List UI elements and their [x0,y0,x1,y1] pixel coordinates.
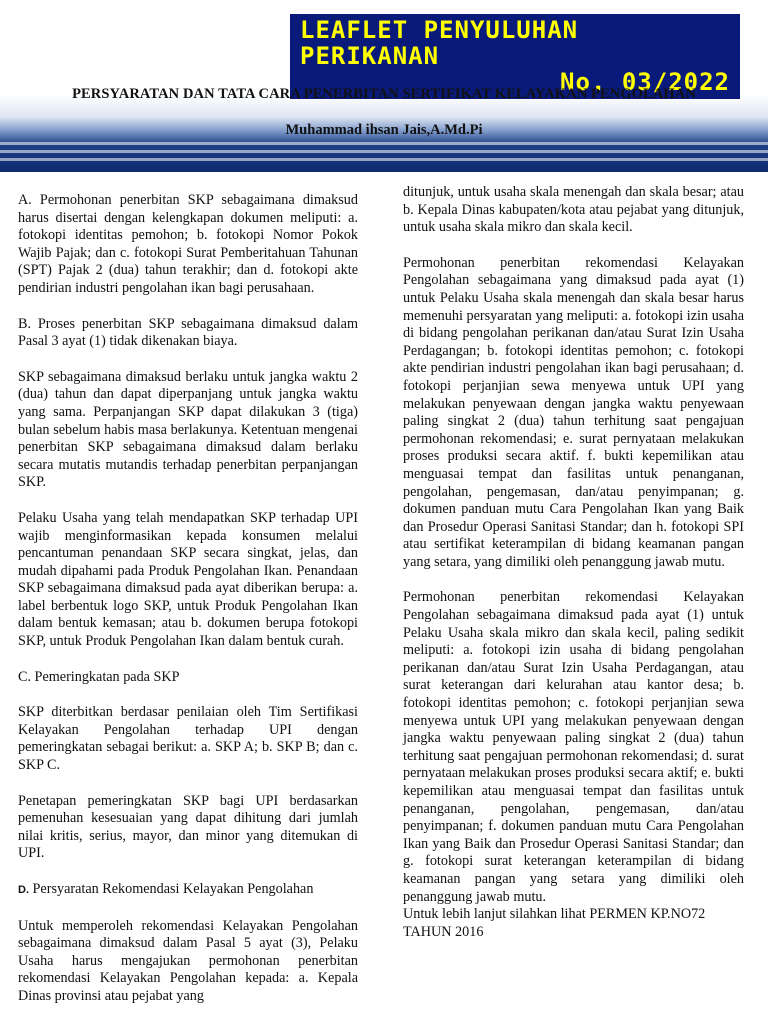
paragraph: B. Proses penerbitan SKP sebagaimana dimaksud dalam Pasal 3 ayat (1) tidak dikenakan biaya. [18,315,358,350]
document-title: PERSYARATAN DAN TATA CARA PENERBITAN SERTIFIKAT KELAYAKAN PENGOLAHAN [72,86,696,102]
section-heading: C. Pemeringkatan pada SKP [18,668,180,685]
paragraph: Permohonan penerbitan rekomendasi Kelayakan Pengolahan sebagaimana yang dimaksud pada ayat (1) untuk Pelaku Usaha skala menengah dan skala besar harus memenuhi persyaratan yang meliputi: a. fotokopi izin usaha di bidang pengolahan perikanan dan/atau Surat Izin Usaha Perdagangan; b. fotokopi identitas pemohon; c. fotokopi akte pendirian industri pengolahan ikan bagi perusahaan; d. fotokopi perjanjian sewa menyewa untuk UPI yang melakukan penyewaan dengan jangka waktu penyewaan paling singkat 2 (dua) tahun terhitung saat pengajuan permohonan rekomendasi; e. surat pernyataan melakukan proses produksi secara aktif. f. bukti kepemilikan atau menguasai tempat dan fasilitas untuk penanganan, pengolahan, pengemasan, dan/atau penyimpanan; g. dokumen panduan mutu Cara Pengolahan Ikan yang Baik dan Prosedur Operasi Sanitasi Standar; dan h. fotokopi SPI atau sertifikat keterampilan di bidang keamanan pangan yang setara, yang dimiliki oleh penanggung jawab mutu. [403,254,744,570]
right-column [403,184,744,941]
left-column [18,192,358,1024]
paragraph: ditunjuk, untuk usaha skala menengah dan skala besar; atau b. Kepala Dinas kabupaten/kota atau pejabat yang ditunjuk, untuk usaha skala mikro dan skala kecil. [403,184,744,236]
section-marker: D. [18,884,29,896]
paragraph: Untuk memperoleh rekomendasi Kelayakan Pengolahan sebagaimana dimaksud dalam Pasal 5 ayat (3), Pelaku Usaha harus mengajukan permohonan penerbitan rekomendasi Kelayakan Pengolahan kepada: a. Kepala Dinas provinsi atau pejabat yang [18,917,358,1004]
leaflet-number: No. 03/2022 [560,68,730,96]
banner-stripe [0,150,768,153]
banner-stripe [0,142,768,145]
document-author: Muhammad ihsan Jais,A.Md.Pi [285,122,483,138]
paragraph: Permohonan penerbitan rekomendasi Kelayakan Pengolahan sebagaimana dimaksud pada ayat (1) untuk Pelaku Usaha skala mikro dan skala kecil, paling sedikit meliputi: a. fotokopi izin usaha di bidang pengolahan perikanan dan/atau Surat Izin Usaha Perdagangan, atau surat keterangan dari kelurahan atau kantor desa; b. fotokopi identitas pemohon; c. fotokopi perjanjian sewa menyewa untuk UPI yang melakukan penyewaan dengan jangka waktu penyewaan paling singkat 2 (dua) tahun terhitung saat pengajuan permohonan rekomendasi; d. surat pernyataan melakukan proses produksi secara aktif; e. bukti kepemilikan atau menguasai tempat dan fasilitas untuk penanganan, pengolahan, pengemasan, dan/atau penyimpanan; f. dokumen panduan mutu Cara Pengolahan Ikan yang Baik dan Prosedur Operasi Sanitasi Standar; dan g. fotokopi surat keterangan keterampilan di bidang keamanan pangan yang setara yang dimiliki oleh penanggung jawab mutu. [403,589,744,905]
section-heading-d [18,881,358,900]
paragraph: Pelaku Usaha yang telah mendapatkan SKP terhadap UPI wajib menginformasikan kepada konsumen melalui pencantuman penandaan SKP secara singkat, jelas, dan mudah dipahami pada Produk Pengolahan Ikan. Penandaan SKP sebagaimana dimaksud pada ayat diberikan berupa: a. label berbentuk logo SKP, untuk Produk Pengolahan Ikan dalam bentuk kemasan; atau b. dokumen berupa fotokopi SKP, untuk Produk Pengolahan Ikan dalam bentuk curah. [18,509,358,650]
section-heading-text: Persyaratan Rekomendasi Kelayakan Pengolahan [32,881,314,897]
banner-stripe [0,158,768,161]
paragraph: Penetapan pemeringkatan SKP bagi UPI berdasarkan pemenuhan kesesuaian yang dapat dihitung dari jumlah nilai kritis, serius, mayor, dan minor yang ditemukan di UPI. [18,792,358,862]
leaflet-title: LEAFLET PENYULUHAN PERIKANAN [300,16,579,70]
closing-note: Untuk lebih lanjut silahkan lihat PERMEN KP.NO72 TAHUN 2016 [403,906,706,940]
paragraph: SKP diterbitkan berdasar penilaian oleh Tim Sertifikasi Kelayakan Pengolahan terhadap UPI dengan pemeringkatan sebagai berikut: a. SKP A; b. SKP B; dan c. SKP C. [18,704,358,774]
paragraph: A. Permohonan penerbitan SKP sebagaimana dimaksud harus disertai dengan kelengkapan dokumen meliputi: a. fotokopi identitas pemohon; b. fotokopi Nomor Pokok Wajib Pajak; dan c. fotokopi Surat Pemberitahuan Tahunan (SPT) Pajak 2 (dua) tahun terakhir; dan d. fotokopi akte pendirian industri pengolahan ikan bagi perusahaan. [18,192,358,296]
paragraph: SKP sebagaimana dimaksud berlaku untuk jangka waktu 2 (dua) tahun dan dapat diperpanjang untuk jangka waktu yang sama. Perpanjangan SKP dapat dilakukan 3 (tiga) bulan sebelum habis masa berlakunya. Ketentuan mengenai penerbitan SKP sebagaimana dimaksud dalam berlaku secara mutatis mutandis terhadap penerbitan perpanjangan SKP. [18,368,358,491]
